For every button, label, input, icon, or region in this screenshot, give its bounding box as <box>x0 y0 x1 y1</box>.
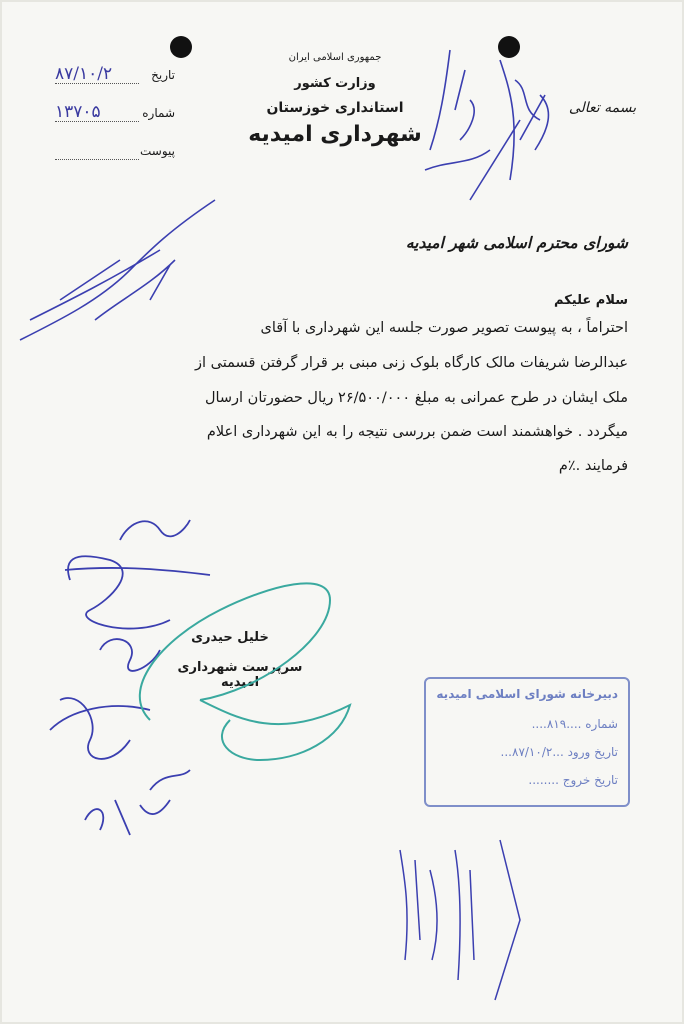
signatory-name: خلیل حیدری <box>191 630 269 645</box>
signatory-title: سرپرست شهرداری امیدیه <box>177 660 303 690</box>
stamp-number: شماره ....۸۱۹.... <box>531 717 618 731</box>
teal-signature-icon <box>140 583 350 760</box>
body-line-4: میگردد . خواهشمند است ضمن بررسی نتیجه را به این شهرداری اعلام <box>206 424 628 440</box>
stamp-title: دبیرخانه شورای اسلامی امیدیه <box>436 687 618 701</box>
governorate-line: استانداری خوزستان <box>266 100 404 116</box>
number-value: ۱۳۷۰۵ <box>55 102 101 122</box>
body-line-2: عبدالرضا شریفات مالک کارگاه بلوک زنی مبنی بر قرار گرفتن قسمتی از <box>195 355 628 371</box>
date-label: تاریخ <box>151 68 175 82</box>
recipient: شورای محترم اسلامی شهر امیدیه <box>405 234 628 252</box>
emblem-text: بسمه تعالی <box>568 100 637 116</box>
greeting: سلام علیکم <box>554 293 628 308</box>
number-label: شماره <box>142 106 175 120</box>
municipality-title: شهرداری امیدیه <box>248 122 422 147</box>
top-right-note-icon <box>425 50 548 200</box>
secretariat-stamp <box>424 677 630 807</box>
stamp-date-out: تاریخ خروج ........ <box>528 773 618 787</box>
left-margin-note-icon <box>20 200 215 340</box>
attachment-label: پیوست <box>140 144 175 158</box>
ministry-line: وزارت کشور <box>294 76 376 91</box>
body-line-5: فرمایند .٪م <box>558 458 628 474</box>
left-signatures-icon <box>50 520 210 835</box>
republic-line: جمهوری اسلامی ایران <box>288 52 382 63</box>
stamp-date-in: تاریخ ورود ...۸۷/۱۰/۲... <box>500 745 618 759</box>
body-line-3: ملک ایشان در طرح عمرانی به مبلغ ۲۶/۵۰۰/۰۰۰ ریال حضورتان ارسال <box>204 390 628 406</box>
bottom-vertical-note-icon <box>400 840 520 1000</box>
body-line-1: احتراماً ، به پیوست تصویر صورت جلسه این شهرداری با آقای <box>260 320 628 336</box>
date-value: ۸۷/۱۰/۲ <box>55 64 113 84</box>
